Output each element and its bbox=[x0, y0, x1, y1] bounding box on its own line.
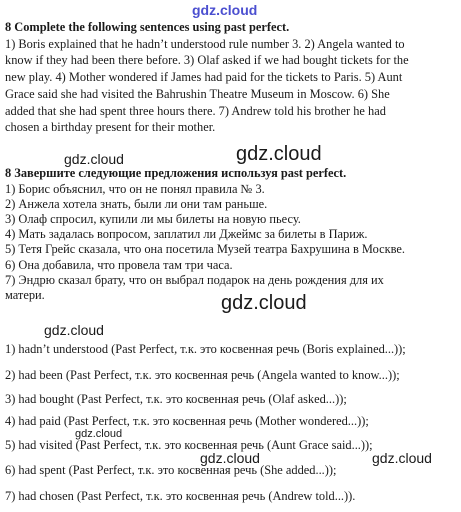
watermark-answers-mid: gdz.cloud bbox=[200, 450, 260, 466]
english-line: new play. 4) Mother wondered if James had paid for the tickets to Paris. 5) Aunt bbox=[5, 70, 403, 84]
answer-line: 7) had chosen (Past Perfect, т.к. это косвенная речь (Andrew told...)). bbox=[5, 489, 356, 503]
watermark-ru-mid: gdz.cloud bbox=[221, 292, 307, 314]
answer-line: 4) had paid (Past Perfect, т.к. это косвенная речь (Mother wondered...)); bbox=[5, 414, 369, 428]
answer-line: 6) had spent (Past Perfect, т.к. это косвенная речь (She added...)); bbox=[5, 463, 337, 477]
answer-line: 2) had been (Past Perfect, т.к. это косвенная речь (Angela wanted to know...)); bbox=[5, 368, 400, 382]
russian-line: 2) Анжела хотела знать, были ли они там раньше. bbox=[5, 197, 268, 211]
watermark-answers-head: gdz.cloud bbox=[44, 322, 104, 338]
english-title: 8 Complete the following sentences using past perfect. bbox=[5, 20, 290, 34]
russian-line: 3) Олаф спросил, купили ли мы билеты на новую пьесу. bbox=[5, 212, 301, 226]
russian-line: 7) Эндрю сказал брату, что он выбрал подарок на день рождения для их bbox=[5, 273, 384, 287]
answer-line: 3) had bought (Past Perfect, т.к. это косвенная речь (Olaf asked...)); bbox=[5, 392, 347, 406]
watermark-answers-small: gdz.cloud bbox=[75, 428, 123, 440]
russian-line: 6) Она добавила, что провела там три часа. bbox=[5, 258, 233, 272]
watermark-answers-right: gdz.cloud bbox=[372, 450, 432, 466]
russian-line: 4) Мать задалась вопросом, заплатил ли Джеймс за билеты в Париж. bbox=[5, 227, 368, 241]
english-line: 1) Boris explained that he hadn’t understood rule number 3. 2) Angela wanted to bbox=[5, 37, 405, 51]
english-line: know if they had been there before. 3) Olaf asked if we had bought tickets for the bbox=[5, 53, 409, 67]
russian-title: 8 Завершите следующие предложения используя past perfect. bbox=[5, 166, 347, 180]
russian-line: матери. bbox=[5, 288, 45, 302]
russian-line: 1) Борис объяснил, что он не понял правила № 3. bbox=[5, 182, 265, 196]
english-line: added that she had spent three hours there. 7) Andrew told his brother he had bbox=[5, 104, 386, 118]
answer-line: 1) hadn’t understood (Past Perfect, т.к. это косвенная речь (Boris explained...)); bbox=[5, 342, 406, 356]
english-line: Grace said she had visited the Bahrushin Theatre Museum in Moscow. 6) She bbox=[5, 87, 390, 101]
answer-line: 5) had visited (Past Perfect, т.к. это косвенная речь (Aunt Grace said...)); bbox=[5, 438, 373, 452]
watermark-en-right: gdz.cloud bbox=[236, 143, 322, 165]
watermark-top: gdz.cloud bbox=[192, 2, 258, 18]
english-line: chosen a birthday present for their mother. bbox=[5, 120, 216, 134]
russian-line: 5) Тетя Грейс сказала, что она посетила Музей театра Бахрушина в Москве. bbox=[5, 242, 406, 256]
watermark-en-left: gdz.cloud bbox=[64, 151, 124, 167]
